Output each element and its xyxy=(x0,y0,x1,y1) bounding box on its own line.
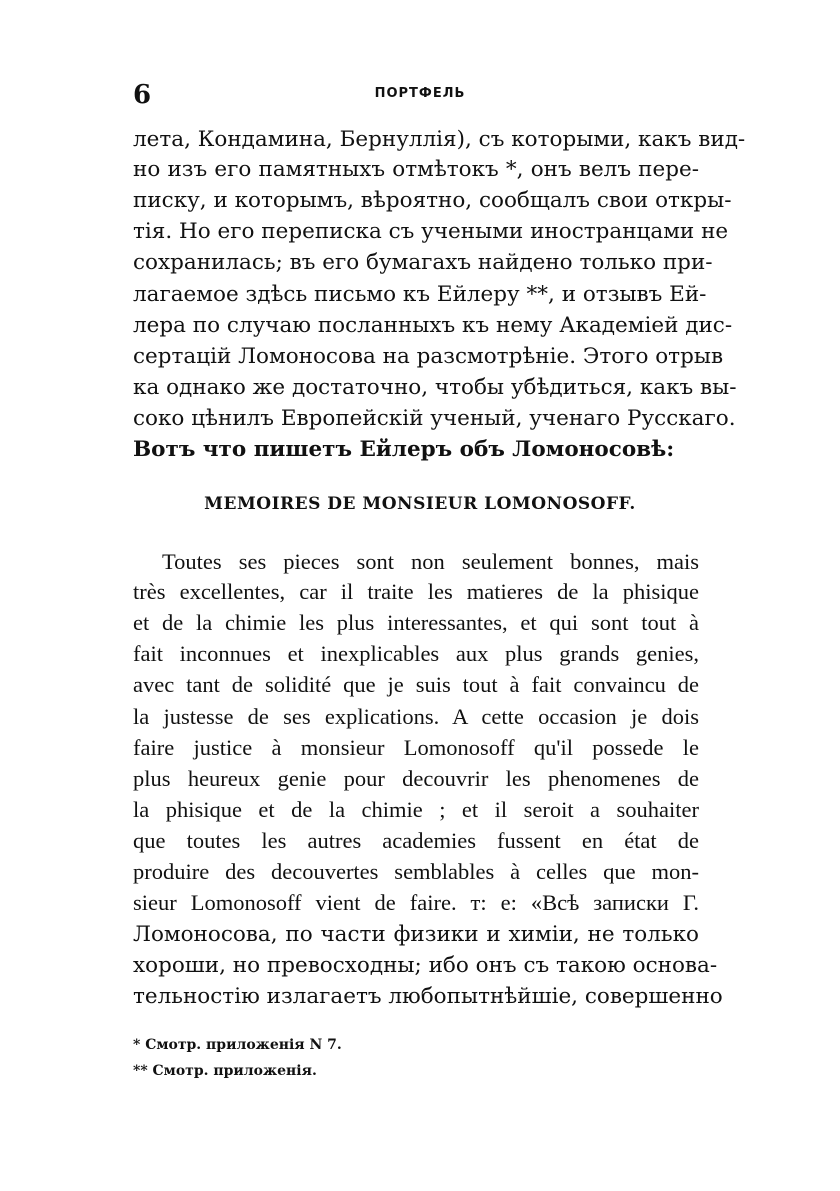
text-line: тія. Но его переписка съ учеными иностранцами не xyxy=(133,219,729,244)
text-line: лагаемое здѣсь письмо къ Ейлеру **, и отзывъ Ей- xyxy=(133,282,707,307)
text-line: сертацій Ломоносова на разсмотрѣніе. Этого отрыв xyxy=(133,344,724,369)
text-line: сохранилась; въ его бумагахъ найдено только при- xyxy=(133,250,713,275)
text-line: plus heureux genie pour decouvrir les phenomenes de xyxy=(133,766,699,791)
text-line: писку, и которымъ, вѣроятно, сообщалъ свои откры- xyxy=(133,188,732,213)
text-line: que toutes les autres academies fussent en état de xyxy=(133,828,699,853)
footnote: * Смотр. приложенія N 7. xyxy=(133,1037,342,1053)
text-line: faire justice à monsieur Lomonosoff qu'il possede le xyxy=(133,735,699,760)
text-line: лера по случаю посланныхъ къ нему Академіей дис- xyxy=(133,313,733,338)
text-line: но изъ его памятныхъ отмѣтокъ *, онъ велъ пере- xyxy=(133,157,699,182)
text-line: хороши, но превосходны; ибо онъ съ такою основа- xyxy=(133,953,718,978)
text-line: sieur Lomonosoff vient de faire. т: е: «Всѣ записки Г. xyxy=(133,890,699,915)
section-heading: MEMOIRES DE MONSIEUR LOMONOSOFF. xyxy=(204,494,636,514)
text-line: тельностію излагаетъ любопытнѣйшіе, совершенно xyxy=(133,984,723,1009)
text-line: fait inconnues et inexplicables aux plus grands genies, xyxy=(133,641,699,666)
text-line: Вотъ что пишетъ Ейлеръ объ Ломоносовѣ: xyxy=(133,437,675,462)
text-line: et de la chimie les plus interessantes, et qui sont tout à xyxy=(133,610,699,635)
text-line: соко цѣнилъ Европейскій ученый, ученаго Русскаго. xyxy=(133,406,736,431)
footnote: ** Смотр. приложенія. xyxy=(133,1063,317,1079)
running-title: ПОРТФЕЛЬ xyxy=(374,86,466,101)
text-line: la justesse de ses explications. A cette occasion je dois xyxy=(133,704,699,729)
text-line: avec tant de solidité que je suis tout à fait convaincu de xyxy=(133,672,699,697)
text-line: la phisique et de la chimie ; et il seroit a souhaiter xyxy=(133,797,699,822)
text-line: Toutes ses pieces sont non seulement bonnes, mais xyxy=(162,549,699,574)
text-line: produire des decouvertes semblables à celles que mon- xyxy=(133,859,699,884)
text-line: лета, Кондамина, Бернуллія), съ которыми, какъ вид- xyxy=(133,127,746,152)
text-line: très excellentes, car il traite les matieres de la phisique xyxy=(133,579,699,604)
text-line: ка однако же достаточно, чтобы убѣдиться, какъ вы- xyxy=(133,375,737,400)
page-number: 6 xyxy=(133,80,152,110)
text-line: Ломоносова, по части физики и химіи, не только xyxy=(133,922,699,947)
